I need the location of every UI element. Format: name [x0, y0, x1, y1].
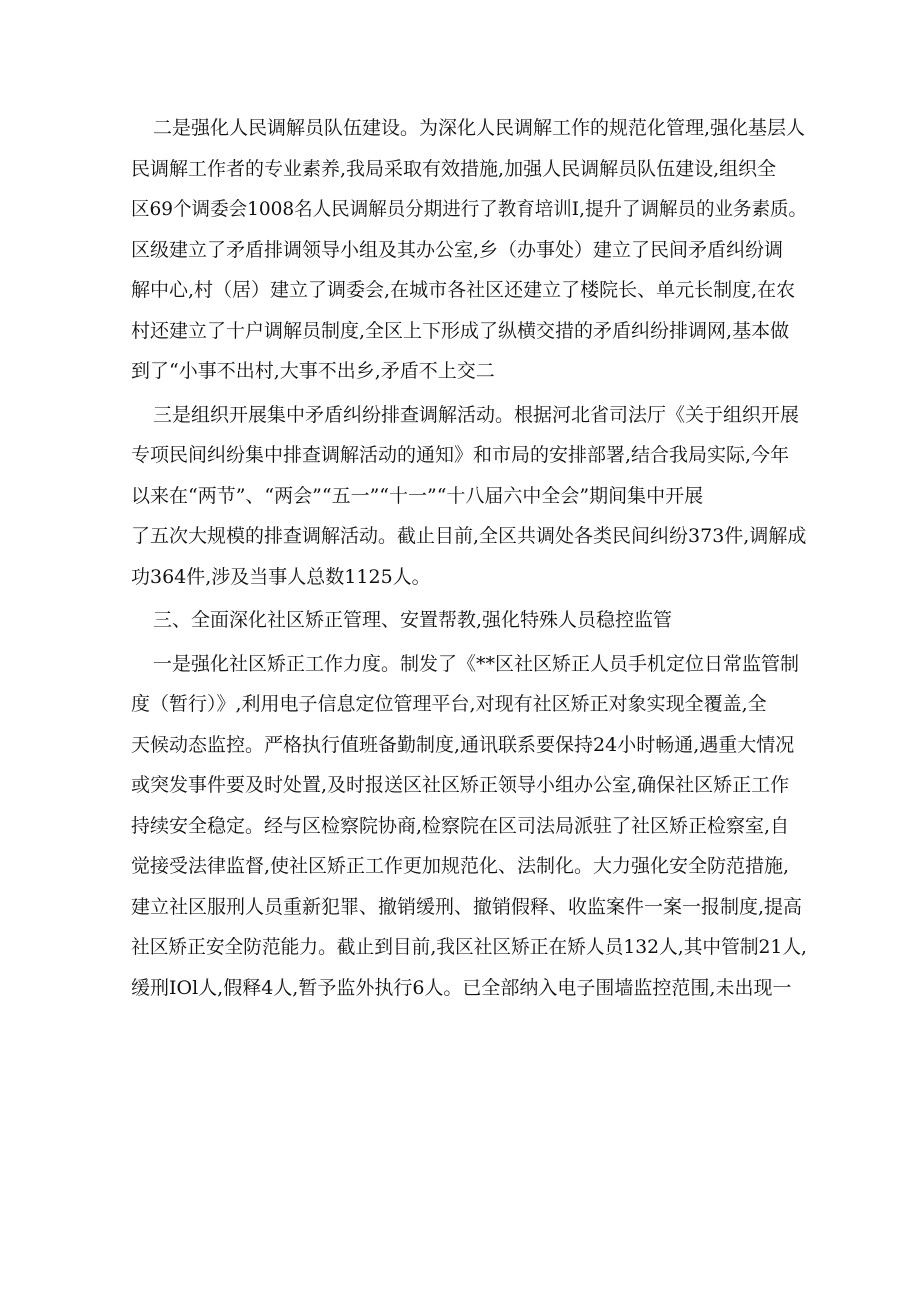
section-three-heading — [131, 600, 807, 641]
text-line: 村还建立了十户调解员制度,全区上下形成了纵横交措的矛盾纠纷排调网,基本做 — [131, 319, 790, 342]
paragraph-mediator-team — [131, 108, 807, 392]
text-line: 专项民间纠纷集中排查调解活动的通知》和市局的安排部署,结合我局实际,今年 — [131, 444, 790, 466]
paragraph-community-correction — [131, 644, 807, 1009]
text-line: 到了“小事不出村,大事不出乡,矛盾不上交二 — [131, 360, 495, 382]
text-line: 二是强化人民调解员队伍建设。为深化人民调解工作的规范化管理,强化基层人 — [153, 117, 806, 139]
text-line: 功364件,涉及当事人总数1125人。 — [131, 565, 431, 588]
text-line: 缓刑IOl人,假释4人,暂予监外执行6人。已全部纳入电子围墙监控范围,未出现一 — [131, 976, 792, 999]
text-line: 社区矫正安全防范能力。截止到目前,我区社区矫正在矫人员132人,其中管制21人, — [131, 936, 807, 958]
text-line: 或突发事件要及时处置,及时报送区社区矫正领导小组办公室,确保社区矫正工作 — [131, 774, 790, 796]
text-line: 三是组织开展集中矛盾纠纷排查调解活动。根据河北省司法厅《关于组织开展 — [153, 403, 800, 426]
text-line: 以来在“两节”、“两会”“五一”“十一”“十八届六中全会”期间集中开展 — [131, 484, 704, 507]
section-heading-text: 三、全面深化社区矫正管理、安置帮教,强化特殊人员稳控监管 — [153, 609, 673, 631]
text-line: 一是强化社区矫正工作力度。制发了《**区社区矫正人员手机定位日常监管制 — [153, 652, 800, 675]
text-line: 解中心,村（居）建立了调委会,在城市各社区还建立了楼院长、单元长制度,在农 — [131, 279, 796, 301]
text-line: 民调解工作者的专业素养,我局采取有效措施,加强人民调解员队伍建设,组织全 — [131, 157, 777, 180]
document-body — [131, 108, 807, 1008]
paragraph-dispute-campaign — [131, 395, 807, 598]
text-line: 度（暂行）》,利用电子信息定位管理平台,对现有社区矫正对象实现全覆盖,全 — [131, 693, 767, 715]
text-line: 觉接受法律监督,使社区矫正工作更加规范化、法制化。大力强化安全防范措施, — [131, 855, 790, 877]
text-line: 区级建立了矛盾排调领导小组及其办公室,乡（办事处）建立了民间矛盾纠纷调 — [131, 238, 784, 261]
text-line: 了五次大规模的排查调解活动。截止目前,全区共调处各类民间纠纷373件,调解成 — [131, 525, 807, 547]
text-line: 持续安全稳定。经与区检察院协商,检察院在区司法局派驻了社区矫正检察室,自 — [131, 814, 790, 837]
text-line: 天候动态监控。严格执行值班备勤制度,通讯联系要保持24小时畅通,遇重大情况 — [131, 733, 795, 756]
text-line: 区69个调委会1008名人民调解员分期进行了教育培训I,提升了调解员的业务素质。 — [131, 198, 808, 220]
text-line: 建立社区服刑人员重新犯罪、撤销缓刑、撤销假释、收监案件一案一报制度,提高 — [131, 895, 803, 918]
